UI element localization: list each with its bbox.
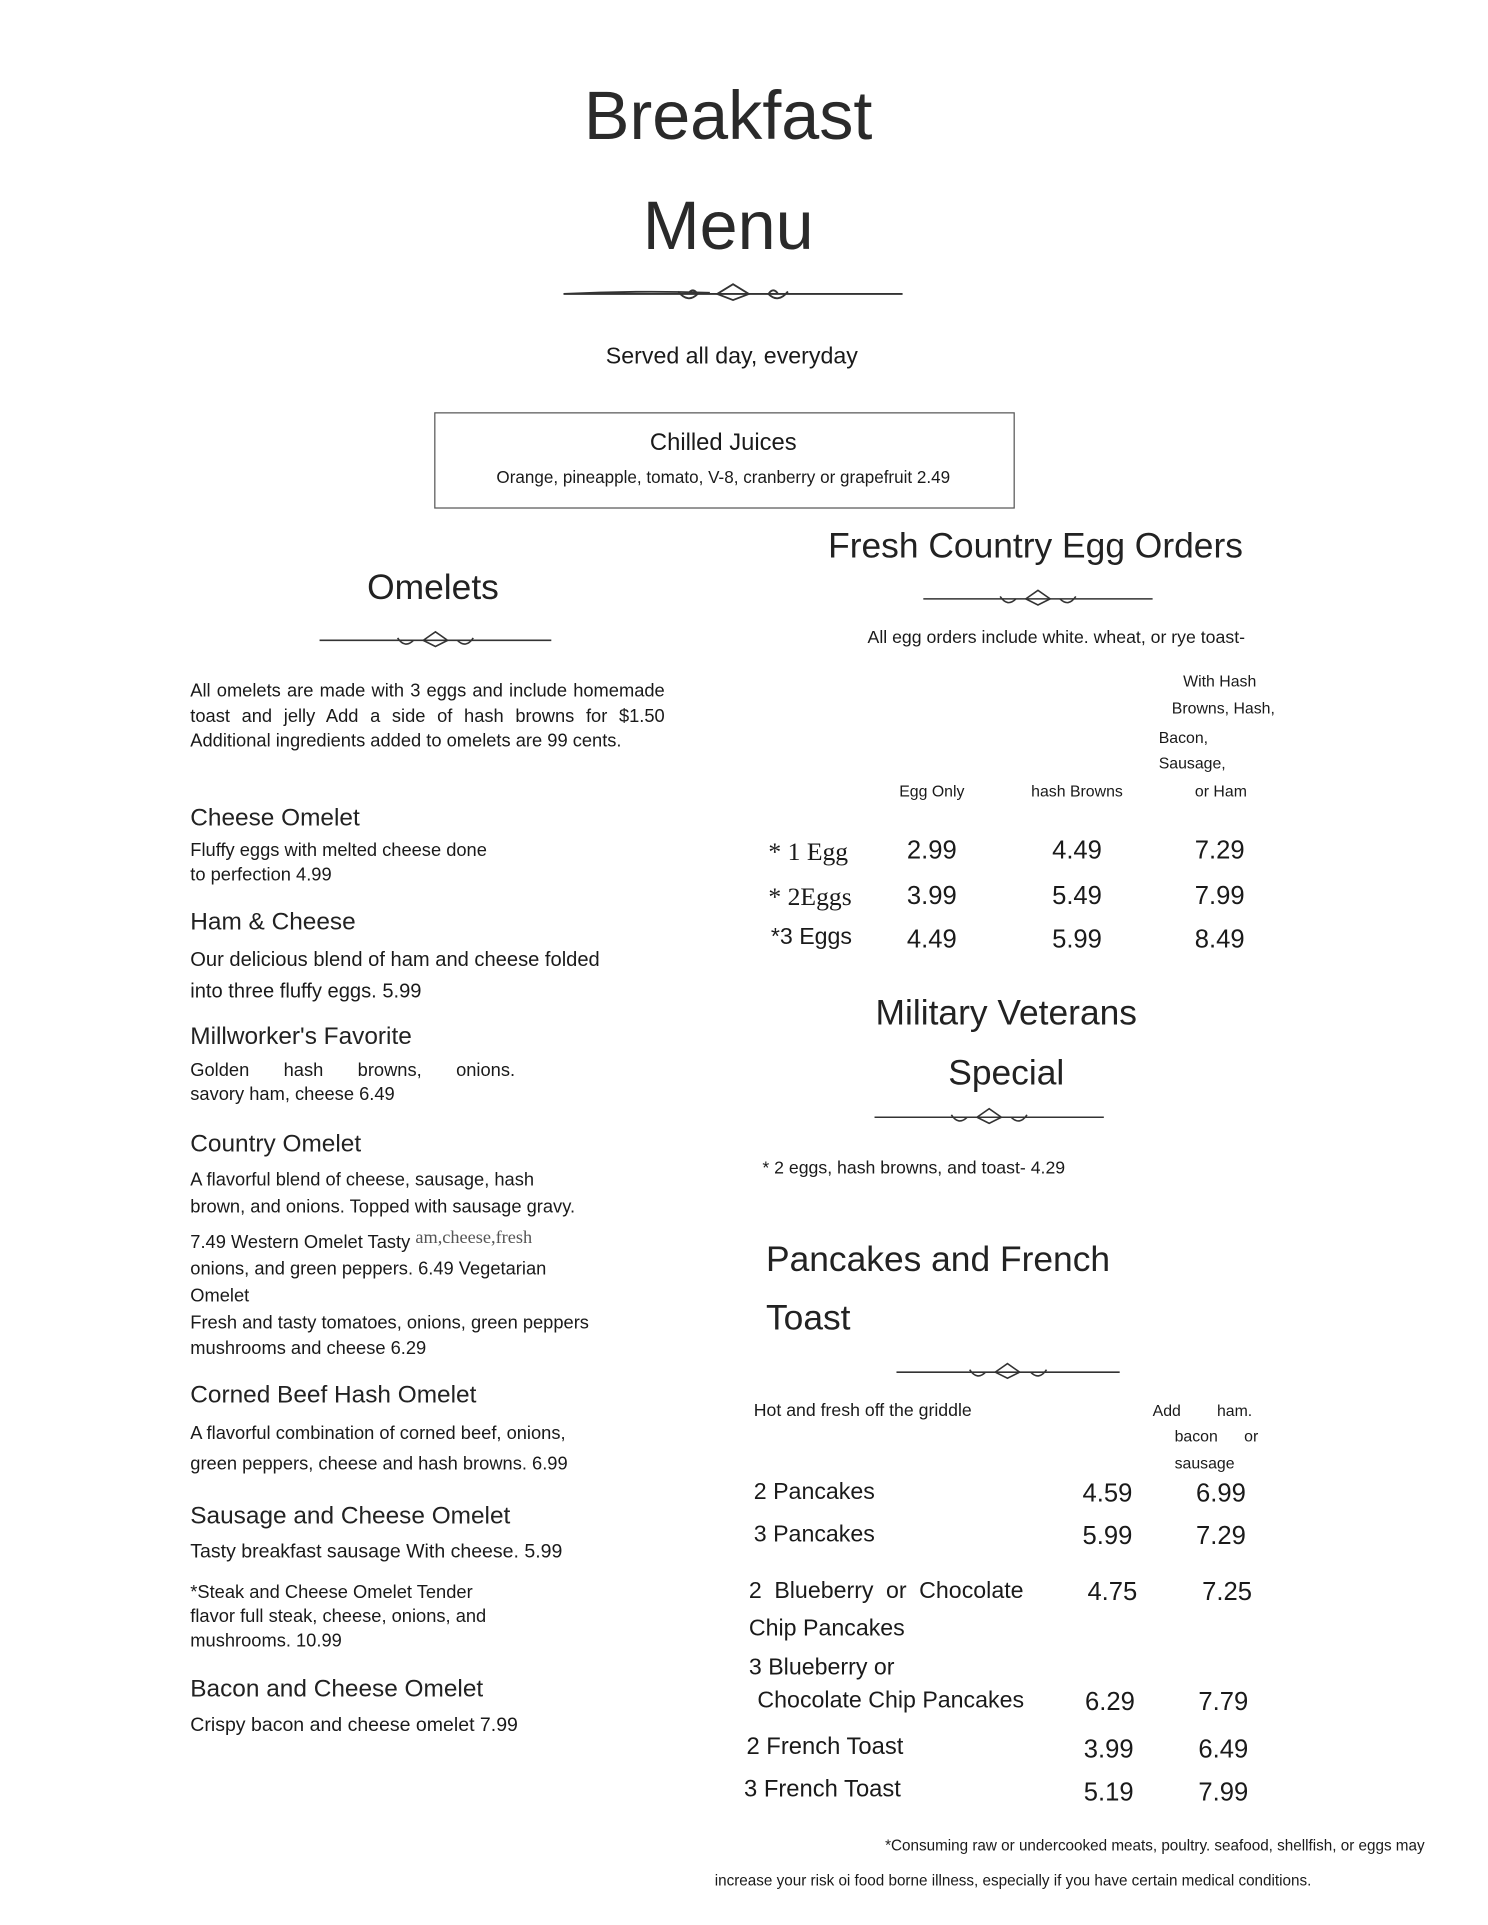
item-desc: Tasty breakfast sausage With cheese. 5.99	[190, 1541, 563, 1563]
veterans-heading: Special	[948, 1053, 1065, 1093]
item-name: Sausage and Cheese Omelet	[190, 1502, 511, 1530]
egg-row-label: *3 Eggs	[770, 924, 853, 951]
pancakes-heading: Toast	[765, 1298, 851, 1339]
pancake-row-label: 3 Blueberry or	[748, 1655, 895, 1681]
pancake-row-label: Chip Pancakes	[748, 1616, 905, 1642]
price: 4.59	[1082, 1479, 1133, 1508]
add-header: Add ham.	[1152, 1401, 1253, 1420]
col-header: Sausage,	[1158, 753, 1226, 773]
item-desc: brown, and onions. Topped with sausage gravy.	[190, 1196, 576, 1218]
item-desc: Omelet	[190, 1285, 250, 1307]
footnote-line: increase your risk oi food borne illness, especially if you have certain medical conditions.	[714, 1872, 1312, 1890]
item-name: Millworker's Favorite	[190, 1023, 412, 1051]
pancakes-heading: Pancakes and French	[765, 1240, 1111, 1280]
pancakes-subtitle: Hot and fresh off the griddle	[753, 1401, 972, 1421]
juices-text: Orange, pineapple, tomato, V-8, cranberry or grapefruit 2.49	[496, 467, 951, 487]
item-desc	[190, 1228, 533, 1256]
item-desc: mushrooms. 10.99	[190, 1630, 342, 1652]
price: 6.29	[1084, 1688, 1135, 1717]
item-desc: flavor full steak, cheese, onions, and	[190, 1606, 487, 1628]
item-desc: Fresh and tasty tomatoes, onions, green peppers	[190, 1312, 589, 1334]
pancake-row-label: 2 Blueberry or Chocolate	[748, 1578, 1024, 1604]
pancake-row-label: 3 Pancakes	[753, 1522, 875, 1548]
price: 6.49	[1198, 1735, 1249, 1764]
add-header: sausage	[1174, 1453, 1235, 1473]
pancake-row-label: 2 Pancakes	[753, 1479, 875, 1506]
item-desc: *Steak and Cheese Omelet Tender	[190, 1581, 473, 1603]
item-desc: Our delicious blend of ham and cheese folded	[190, 948, 600, 971]
omelets-heading: Omelets	[367, 568, 499, 608]
price: 3.99	[906, 881, 957, 910]
col-header: Browns, Hash,	[1171, 698, 1275, 718]
col-header: Egg Only	[899, 781, 965, 801]
item-desc: into three fluffy eggs. 5.99	[190, 980, 422, 1003]
pancake-row-label: 3 French Toast	[744, 1775, 901, 1803]
ornament-divider	[923, 587, 1152, 611]
ornament-divider	[320, 628, 552, 652]
price: 5.99	[1082, 1522, 1133, 1551]
price: 7.99	[1194, 881, 1245, 910]
price: 5.49	[1052, 881, 1102, 910]
item-desc: mushrooms and cheese 6.29	[190, 1338, 427, 1359]
egg-row-label: * 2Eggs	[768, 881, 852, 912]
col-header: With Hash	[1183, 672, 1257, 691]
add-header: bacon or	[1174, 1427, 1259, 1446]
veterans-heading: Military Veterans	[875, 994, 1137, 1034]
item-desc: A flavorful blend of cheese, sausage, hash	[190, 1169, 535, 1191]
item-desc: Golden hash browns, onions.	[190, 1059, 516, 1081]
omelets-intro: All omelets are made with 3 eggs and include homemade toast and jelly Add a side of hash browns for $1.50 Additional ingredients added to omelets are 99 cents.	[190, 680, 665, 752]
item-name: Cheese Omelet	[190, 805, 360, 832]
price: 3.99	[1083, 1735, 1134, 1764]
ornament-divider	[896, 1360, 1119, 1384]
price: 5.19	[1083, 1778, 1134, 1807]
price: 7.29	[1194, 836, 1245, 865]
item-name: Corned Beef Hash Omelet	[190, 1381, 477, 1409]
col-header: or Ham	[1194, 781, 1247, 801]
subtitle: Served all day, everyday	[605, 343, 858, 370]
item-desc: green peppers, cheese and hash browns. 6.99	[190, 1453, 568, 1475]
item-name: Country Omelet	[190, 1130, 362, 1158]
price: 2.99	[906, 836, 957, 865]
price: 4.49	[1052, 836, 1102, 865]
pancake-row-label: 2 French Toast	[746, 1733, 904, 1761]
egg-row-label: * 1 Egg	[768, 836, 849, 866]
price: 4.49	[906, 925, 957, 954]
price: 6.99	[1195, 1479, 1246, 1508]
item-desc: to perfection 4.99	[190, 864, 332, 886]
ornament-divider	[564, 281, 903, 308]
item-desc: A flavorful combination of corned beef, onions,	[190, 1423, 566, 1445]
juices-title: Chilled Juices	[649, 429, 797, 457]
price: 8.49	[1194, 925, 1245, 954]
juices-box	[434, 412, 1015, 508]
title-menu: Menu	[642, 186, 814, 264]
col-header: Bacon,	[1158, 728, 1209, 747]
item-desc-part: 7.49 Western Omelet Tasty	[190, 1231, 411, 1253]
pancake-row-label: Chocolate Chip Pancakes	[757, 1688, 1025, 1714]
ornament-divider	[875, 1105, 1104, 1129]
item-desc-faded: am,cheese,fresh	[415, 1228, 533, 1248]
item-desc: Fluffy eggs with melted cheese done	[190, 840, 487, 862]
item-name: Bacon and Cheese Omelet	[190, 1675, 484, 1703]
item-name: Ham & Cheese	[190, 908, 356, 936]
price: 7.79	[1198, 1688, 1249, 1717]
price: 7.29	[1195, 1522, 1246, 1551]
eggs-subtitle: All egg orders include white. wheat, or rye toast-	[867, 628, 1245, 648]
item-desc: Crispy bacon and cheese omelet 7.99	[190, 1714, 518, 1736]
eggs-heading: Fresh Country Egg Orders	[828, 526, 1243, 566]
price: 5.99	[1052, 925, 1102, 954]
price: 4.75	[1087, 1578, 1138, 1607]
item-desc: onions, and green peppers. 6.49 Vegetarian	[190, 1258, 547, 1280]
price: 7.25	[1202, 1578, 1252, 1607]
footnote-line: *Consuming raw or undercooked meats, poultry. seafood, shellfish, or eggs may	[885, 1836, 1425, 1854]
title-breakfast: Breakfast	[583, 76, 873, 154]
price: 7.99	[1198, 1778, 1249, 1807]
col-header: hash Browns	[1031, 781, 1123, 801]
item-desc: savory ham, cheese 6.49	[190, 1084, 395, 1106]
veterans-text: * 2 eggs, hash browns, and toast- 4.29	[762, 1158, 1066, 1179]
